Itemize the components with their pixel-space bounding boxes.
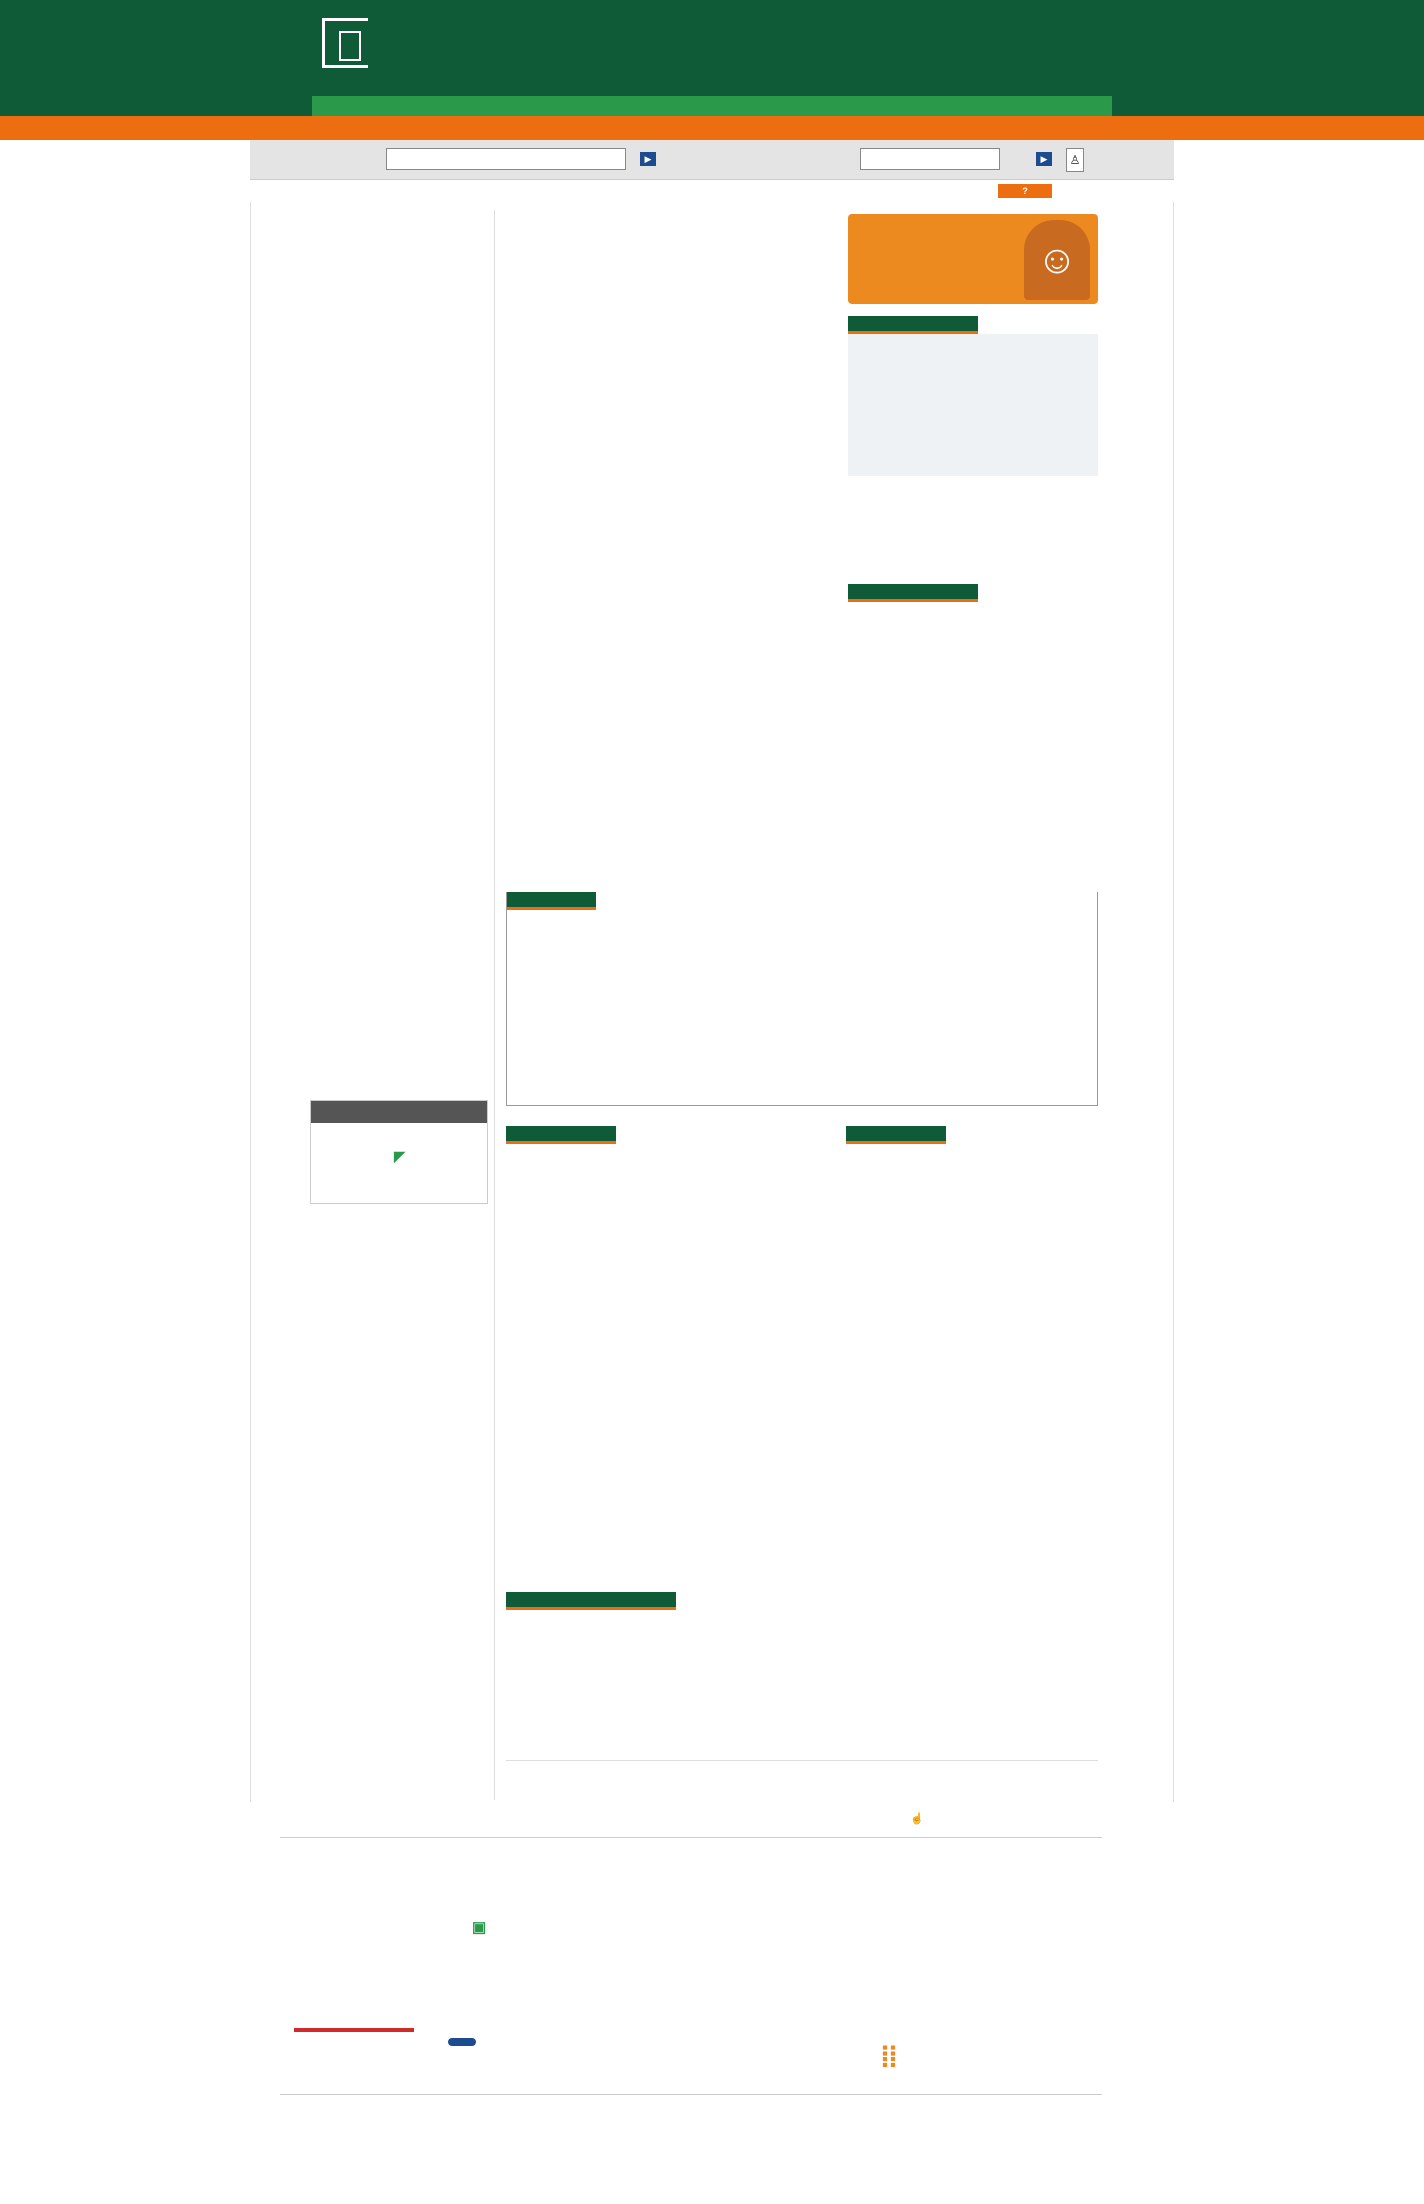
search-bar: [250, 140, 1174, 180]
orly-logo[interactable]: [294, 2028, 414, 2032]
window-logo-icon: [322, 18, 368, 68]
presentations-box: [310, 1100, 488, 1204]
expert-advice-header: [848, 584, 978, 602]
search-input[interactable]: [386, 148, 626, 170]
calendar-header: [846, 1126, 946, 1144]
worker-avatar-icon: ☺: [1024, 220, 1090, 300]
oknopedia-box: [506, 892, 1098, 1106]
press-header: [506, 1126, 616, 1144]
sipur-logo[interactable]: [880, 2028, 896, 2078]
secondary-nav-bar: [0, 116, 1424, 140]
column-divider: [494, 210, 495, 1800]
fakro-logo[interactable]: ◤: [394, 1148, 404, 1164]
forum-topics: [506, 1592, 1098, 1610]
promocja-targi-logo[interactable]: [448, 2038, 476, 2046]
sipur-dots-icon: ⁞⁞: [880, 2041, 896, 2074]
informator-logo[interactable]: [638, 1894, 850, 1922]
budowlany-icon: ▣: [472, 1919, 487, 1936]
presentations-title: [311, 1101, 487, 1123]
tenders-box: [848, 334, 1098, 476]
calendar-box: [846, 1126, 1098, 1150]
press-review: [506, 1126, 830, 1154]
budowlany-logo[interactable]: [472, 1918, 486, 1936]
partners-rule: [280, 1837, 1102, 1838]
search-go-button[interactable]: ▶: [640, 152, 656, 166]
right-column: [848, 214, 1098, 616]
forum-divider: [506, 1760, 1098, 1761]
partners-bottom-rule: [280, 2094, 1102, 2095]
rss-button[interactable]: ?: [998, 184, 1052, 198]
site-footer: [280, 2096, 1102, 2104]
main-column: [506, 214, 830, 226]
help-link[interactable]: [910, 1812, 924, 1825]
tenders-header: [848, 316, 978, 334]
forum-header: [506, 1592, 676, 1610]
newsletter-email-input[interactable]: [860, 148, 1000, 170]
hand-icon: ☝: [910, 1813, 924, 1825]
ask-expert-banner[interactable]: [848, 214, 1098, 304]
newsletter-go-button[interactable]: ▶: [1036, 152, 1052, 166]
user-icon: ♙: [1066, 148, 1084, 172]
primary-nav: [312, 96, 1112, 116]
site-logo[interactable]: [322, 18, 622, 86]
